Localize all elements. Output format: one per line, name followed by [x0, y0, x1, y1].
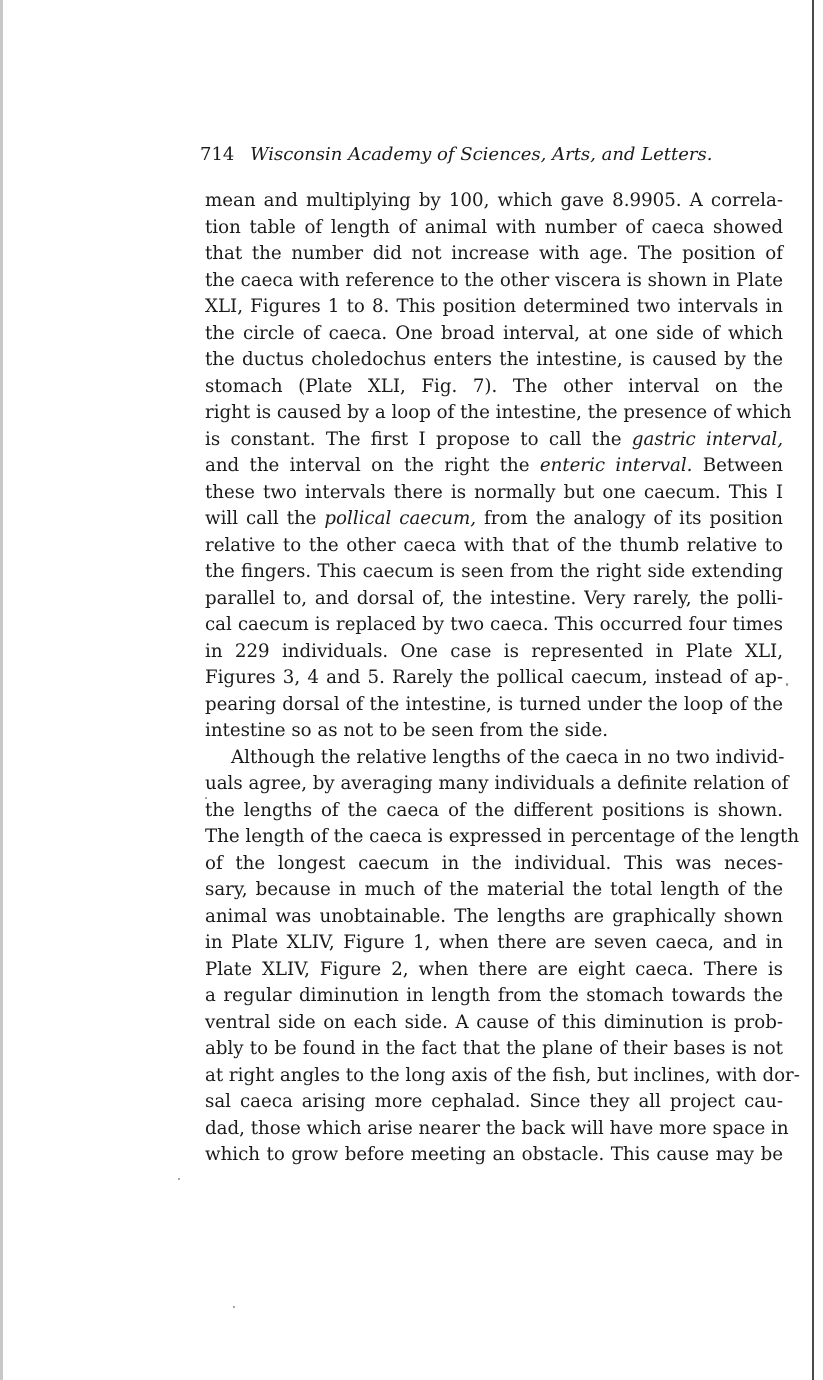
text-line: the lengths of the caeca of the different positions is shown. — [205, 799, 783, 821]
text-line: a regular diminution in length from the stomach towards the — [205, 985, 783, 1006]
text-line: dad, those which arise nearer the back will have more space in — [205, 1117, 789, 1139]
text-line: these two intervals there is normally but one caecum. This I — [205, 481, 783, 503]
text-line: and the interval on the right the enteric interval. Between — [205, 455, 783, 476]
text-line: the circle of caeca. One broad interval, at one side of which — [205, 322, 783, 344]
text-line: is constant. The first I propose to call the gastric interval, — [205, 428, 784, 450]
page-right-edge — [812, 0, 814, 1380]
text-line: which to grow before meeting an obstacle. This cause may be — [205, 1144, 783, 1165]
text-line: the fingers. This caecum is seen from the right side extending — [205, 561, 783, 582]
text-line: uals agree, by averaging many individuals a definite relation of — [205, 773, 789, 794]
page-left-edge — [0, 0, 3, 1380]
text-line: mean and multiplying by 100, which gave 8.9905. A correla- — [205, 190, 783, 211]
text-line: sal caeca arising more cephalad. Since they all project cau- — [205, 1091, 783, 1112]
text-line: right is caused by a loop of the intestine, the presence of which — [205, 402, 792, 423]
scan-speck — [786, 683, 788, 686]
page-number: 714 — [200, 144, 235, 165]
running-head — [200, 144, 730, 165]
text-line: parallel to, and dorsal of, the intestine. Very rarely, the polli- — [205, 587, 783, 609]
text-line: XLI, Figures 1 to 8. This position determined two intervals in — [205, 296, 783, 317]
text-line: the ductus choledochus enters the intestine, is caused by the — [205, 349, 783, 370]
text-line: of the longest caecum in the individual. This was neces- — [205, 852, 783, 874]
text-line: in Plate XLIV, Figure 1, when there are seven caeca, and in — [205, 932, 783, 953]
term-enteric-interval: enteric interval. — [539, 455, 693, 476]
text-line: ably to be found in the fact that the plane of their bases is not — [205, 1038, 783, 1059]
text-line: that the number did not increase with age. The position of — [205, 243, 783, 264]
term-gastric-interval: gastric interval, — [631, 428, 784, 450]
text-line: the caeca with reference to the other viscera is shown in Plate — [205, 269, 783, 291]
text-line: cal caecum is replaced by two caeca. This occurred four times — [205, 614, 783, 635]
text-line: Plate XLIV, Figure 2, when there are eight caeca. There is — [205, 958, 783, 980]
scan-speck — [205, 797, 207, 799]
text-line: Figures 3, 4 and 5. Rarely the pollical caecum, instead of ap- — [205, 667, 783, 688]
text-line: at right angles to the long axis of the fish, but inclines, with dor- — [205, 1064, 800, 1086]
body-text — [205, 188, 800, 1169]
scan-speck — [233, 1306, 235, 1308]
text-line: in 229 individuals. One case is represented in Plate XLI, — [205, 640, 783, 662]
text-line: ventral side on each side. A cause of this diminution is prob- — [205, 1011, 783, 1033]
scan-speck — [178, 1178, 180, 1180]
journal-title: Wisconsin Academy of Sciences, Arts, and Letters. — [250, 144, 713, 165]
text-line: animal was unobtainable. The lengths are graphically shown — [205, 905, 783, 927]
text-line: The length of the caeca is expressed in percentage of the length — [205, 826, 800, 847]
paragraph-end-line: intestine so as not to be seen from the side. — [205, 720, 608, 741]
text-line: pearing dorsal of the intestine, is turned under the loop of the — [205, 693, 783, 715]
paragraph-start-line: Although the relative lengths of the caeca in no two individ- — [231, 746, 785, 768]
text-line: tion table of length of animal with number of caeca showed — [205, 216, 783, 238]
text-line: relative to the other caeca with that of the thumb relative to — [205, 534, 783, 556]
term-pollical-caecum: pollical caecum, — [324, 508, 476, 529]
text-line: will call the pollical caecum, from the analogy of its position — [205, 508, 784, 529]
text-line: sary, because in much of the material the total length of the — [205, 879, 783, 900]
text-line: stomach (Plate XLI, Fig. 7). The other interval on the — [205, 375, 783, 397]
